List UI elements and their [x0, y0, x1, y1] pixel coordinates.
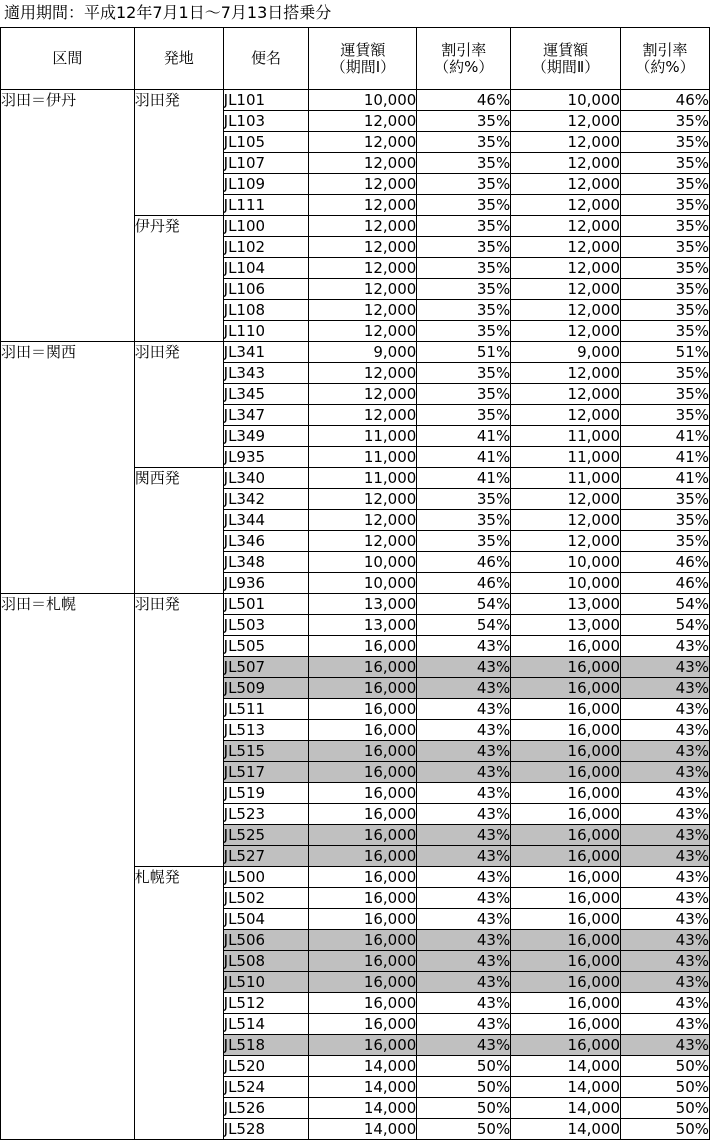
fare-period2-cell: 16,000 — [511, 720, 621, 741]
header-route-label: 区間 — [52, 49, 83, 67]
discount-period2-cell: 35% — [621, 279, 710, 300]
fare-period2-cell: 12,000 — [511, 363, 621, 384]
discount-period2-cell: 35% — [621, 174, 710, 195]
discount-period2-cell: 35% — [621, 216, 710, 237]
flight-number-cell: JL500 — [223, 867, 309, 888]
fare-table — [0, 27, 710, 1140]
discount-period1-cell: 43% — [417, 720, 511, 741]
discount-period2-cell: 54% — [621, 594, 710, 615]
discount-period1-cell: 54% — [417, 594, 511, 615]
fare-period1-cell: 12,000 — [309, 405, 417, 426]
table-body — [1, 90, 710, 1140]
fare-period2-cell: 12,000 — [511, 216, 621, 237]
fare-period2-cell: 16,000 — [511, 783, 621, 804]
flight-number-cell: JL505 — [223, 636, 309, 657]
table-header — [1, 28, 710, 90]
flight-number-cell: JL111 — [223, 195, 309, 216]
fare-period2-cell: 9,000 — [511, 342, 621, 363]
fare-period2-cell: 16,000 — [511, 993, 621, 1014]
discount-period2-cell: 43% — [621, 678, 710, 699]
discount-period2-cell: 43% — [621, 636, 710, 657]
discount-period1-cell: 35% — [417, 132, 511, 153]
discount-period2-cell: 35% — [621, 132, 710, 153]
fare-period2-cell: 12,000 — [511, 237, 621, 258]
flight-number-cell: JL105 — [223, 132, 309, 153]
header-origin-label: 発地 — [163, 49, 194, 67]
discount-period2-cell: 43% — [621, 741, 710, 762]
flight-number-cell: JL525 — [223, 825, 309, 846]
fare-period1-cell: 10,000 — [309, 552, 417, 573]
discount-period1-cell: 43% — [417, 846, 511, 867]
fare-period1-cell: 12,000 — [309, 510, 417, 531]
fare-period1-cell: 16,000 — [309, 636, 417, 657]
discount-period2-cell: 43% — [621, 657, 710, 678]
flight-number-cell: JL524 — [223, 1077, 309, 1098]
fare-period2-cell: 12,000 — [511, 531, 621, 552]
fare-period2-cell: 11,000 — [511, 468, 621, 489]
discount-period2-cell: 43% — [621, 699, 710, 720]
discount-period1-cell: 51% — [417, 342, 511, 363]
fare-period1-cell: 16,000 — [309, 741, 417, 762]
fare-period1-cell: 12,000 — [309, 258, 417, 279]
fare-period1-cell: 12,000 — [309, 321, 417, 342]
discount-period1-cell: 43% — [417, 699, 511, 720]
fare-period2-cell: 10,000 — [511, 552, 621, 573]
fare-period2-cell: 10,000 — [511, 90, 621, 111]
fare-period1-cell: 16,000 — [309, 1035, 417, 1056]
flight-number-cell: JL346 — [223, 531, 309, 552]
fare-period1-cell: 16,000 — [309, 657, 417, 678]
flight-number-cell: JL347 — [223, 405, 309, 426]
discount-period1-cell: 43% — [417, 1014, 511, 1035]
fare-period1-cell: 16,000 — [309, 951, 417, 972]
fare-period2-cell: 13,000 — [511, 594, 621, 615]
fare-period1-cell: 12,000 — [309, 279, 417, 300]
discount-period2-cell: 43% — [621, 1035, 710, 1056]
fare-period2-cell: 12,000 — [511, 321, 621, 342]
fare-period1-cell: 12,000 — [309, 153, 417, 174]
discount-period1-cell: 35% — [417, 321, 511, 342]
discount-period2-cell: 41% — [621, 447, 710, 468]
origin-cell: 羽田発 — [134, 90, 223, 216]
discount-period1-cell: 50% — [417, 1098, 511, 1119]
discount-period2-cell: 54% — [621, 615, 710, 636]
fare-period1-cell: 10,000 — [309, 90, 417, 111]
discount-period1-cell: 43% — [417, 867, 511, 888]
discount-period1-cell: 41% — [417, 447, 511, 468]
fare-period1-cell: 16,000 — [309, 909, 417, 930]
fare-period1-cell: 16,000 — [309, 888, 417, 909]
fare-period2-cell: 16,000 — [511, 951, 621, 972]
fare-period1-cell: 16,000 — [309, 972, 417, 993]
discount-period1-cell: 50% — [417, 1077, 511, 1098]
fare-period2-cell: 12,000 — [511, 195, 621, 216]
discount-period1-cell: 35% — [417, 279, 511, 300]
discount-period2-cell: 35% — [621, 258, 710, 279]
fare-period1-cell: 16,000 — [309, 762, 417, 783]
discount-period2-cell: 50% — [621, 1077, 710, 1098]
header-discount-period1 — [417, 28, 511, 90]
fare-period1-cell: 11,000 — [309, 447, 417, 468]
discount-period1-cell: 43% — [417, 951, 511, 972]
fare-period2-cell: 16,000 — [511, 972, 621, 993]
discount-period2-cell: 43% — [621, 720, 710, 741]
fare-period2-cell: 16,000 — [511, 930, 621, 951]
discount-period2-cell: 35% — [621, 195, 710, 216]
fare-period1-cell: 12,000 — [309, 174, 417, 195]
discount-period1-cell: 43% — [417, 972, 511, 993]
fare-period2-cell: 12,000 — [511, 258, 621, 279]
fare-period2-cell: 12,000 — [511, 405, 621, 426]
flight-number-cell: JL936 — [223, 573, 309, 594]
flight-number-cell: JL506 — [223, 930, 309, 951]
discount-period2-cell: 35% — [621, 384, 710, 405]
fare-period2-cell: 16,000 — [511, 1035, 621, 1056]
flight-number-cell: JL511 — [223, 699, 309, 720]
fare-period2-cell: 16,000 — [511, 1014, 621, 1035]
discount-period2-cell: 35% — [621, 489, 710, 510]
fare-period2-cell: 12,000 — [511, 510, 621, 531]
fare-period1-cell: 12,000 — [309, 489, 417, 510]
flight-number-cell: JL507 — [223, 657, 309, 678]
fare-period2-cell: 11,000 — [511, 426, 621, 447]
flight-number-cell: JL107 — [223, 153, 309, 174]
discount-period1-cell: 43% — [417, 762, 511, 783]
fare-period1-cell: 16,000 — [309, 930, 417, 951]
fare-period1-cell: 12,000 — [309, 237, 417, 258]
flight-number-cell: JL513 — [223, 720, 309, 741]
header-discount-period1-line2: （約%） — [434, 57, 494, 76]
discount-period1-cell: 35% — [417, 237, 511, 258]
flight-number-cell: JL519 — [223, 783, 309, 804]
fare-period1-cell: 12,000 — [309, 132, 417, 153]
fare-period2-cell: 16,000 — [511, 825, 621, 846]
route-cell: 羽田＝伊丹 — [1, 90, 135, 342]
fare-period1-cell: 11,000 — [309, 426, 417, 447]
fare-period1-cell: 13,000 — [309, 594, 417, 615]
discount-period2-cell: 41% — [621, 426, 710, 447]
header-fare-period2-line2: （期間Ⅱ） — [531, 57, 600, 76]
fare-period2-cell: 14,000 — [511, 1119, 621, 1140]
fare-period2-cell: 16,000 — [511, 867, 621, 888]
flight-number-cell: JL512 — [223, 993, 309, 1014]
discount-period1-cell: 46% — [417, 552, 511, 573]
discount-period1-cell: 43% — [417, 993, 511, 1014]
flight-number-cell: JL503 — [223, 615, 309, 636]
flight-number-cell: JL106 — [223, 279, 309, 300]
discount-period2-cell: 50% — [621, 1119, 710, 1140]
discount-period1-cell: 54% — [417, 615, 511, 636]
discount-period2-cell: 41% — [621, 468, 710, 489]
fare-period1-cell: 16,000 — [309, 699, 417, 720]
fare-period2-cell: 13,000 — [511, 615, 621, 636]
discount-period1-cell: 35% — [417, 195, 511, 216]
discount-period1-cell: 35% — [417, 153, 511, 174]
discount-period1-cell: 35% — [417, 384, 511, 405]
flight-number-cell: JL501 — [223, 594, 309, 615]
flight-number-cell: JL108 — [223, 300, 309, 321]
flight-number-cell: JL103 — [223, 111, 309, 132]
fare-period1-cell: 16,000 — [309, 1014, 417, 1035]
fare-period1-cell: 12,000 — [309, 531, 417, 552]
header-flight-label: 便名 — [251, 49, 282, 67]
fare-period1-cell: 16,000 — [309, 804, 417, 825]
discount-period2-cell: 43% — [621, 762, 710, 783]
fare-period2-cell: 16,000 — [511, 741, 621, 762]
flight-number-cell: JL340 — [223, 468, 309, 489]
flight-number-cell: JL508 — [223, 951, 309, 972]
discount-period1-cell: 43% — [417, 636, 511, 657]
discount-period1-cell: 35% — [417, 405, 511, 426]
discount-period2-cell: 43% — [621, 951, 710, 972]
discount-period1-cell: 35% — [417, 300, 511, 321]
discount-period2-cell: 46% — [621, 90, 710, 111]
header-fare-period1-line2: （期間Ⅰ） — [330, 57, 396, 76]
fare-period1-cell: 14,000 — [309, 1119, 417, 1140]
fare-period2-cell: 16,000 — [511, 909, 621, 930]
flight-number-cell: JL509 — [223, 678, 309, 699]
header-fare-period1 — [309, 28, 417, 90]
origin-cell: 羽田発 — [134, 594, 223, 867]
discount-period1-cell: 50% — [417, 1056, 511, 1077]
flight-number-cell: JL523 — [223, 804, 309, 825]
fare-period2-cell: 12,000 — [511, 153, 621, 174]
discount-period2-cell: 43% — [621, 783, 710, 804]
flight-number-cell: JL515 — [223, 741, 309, 762]
discount-period2-cell: 46% — [621, 573, 710, 594]
fare-period2-cell: 11,000 — [511, 447, 621, 468]
fare-period1-cell: 14,000 — [309, 1077, 417, 1098]
discount-period1-cell: 35% — [417, 111, 511, 132]
flight-number-cell: JL502 — [223, 888, 309, 909]
flight-number-cell: JL510 — [223, 972, 309, 993]
discount-period2-cell: 43% — [621, 888, 710, 909]
discount-period2-cell: 35% — [621, 111, 710, 132]
fare-period1-cell: 10,000 — [309, 573, 417, 594]
header-flight — [223, 28, 309, 90]
discount-period2-cell: 35% — [621, 153, 710, 174]
fare-period2-cell: 16,000 — [511, 657, 621, 678]
fare-period1-cell: 13,000 — [309, 615, 417, 636]
discount-period2-cell: 43% — [621, 846, 710, 867]
discount-period1-cell: 35% — [417, 363, 511, 384]
flight-number-cell: JL518 — [223, 1035, 309, 1056]
fare-period1-cell: 14,000 — [309, 1098, 417, 1119]
discount-period1-cell: 43% — [417, 888, 511, 909]
discount-period2-cell: 50% — [621, 1098, 710, 1119]
header-discount-period2-line2: （約%） — [635, 57, 695, 76]
header-fare-period2 — [511, 28, 621, 90]
fare-period1-cell: 12,000 — [309, 300, 417, 321]
discount-period2-cell: 43% — [621, 804, 710, 825]
fare-period2-cell: 12,000 — [511, 174, 621, 195]
flight-number-cell: JL101 — [223, 90, 309, 111]
discount-period1-cell: 43% — [417, 1035, 511, 1056]
fare-period2-cell: 12,000 — [511, 279, 621, 300]
fare-period1-cell: 16,000 — [309, 678, 417, 699]
fare-period2-cell: 16,000 — [511, 699, 621, 720]
fare-period1-cell: 11,000 — [309, 468, 417, 489]
fare-period2-cell: 12,000 — [511, 111, 621, 132]
fare-period2-cell: 12,000 — [511, 132, 621, 153]
discount-period2-cell: 46% — [621, 552, 710, 573]
flight-number-cell: JL526 — [223, 1098, 309, 1119]
flight-number-cell: JL514 — [223, 1014, 309, 1035]
fare-period1-cell: 14,000 — [309, 1056, 417, 1077]
header-route — [1, 28, 135, 90]
flight-number-cell: JL342 — [223, 489, 309, 510]
fare-period2-cell: 16,000 — [511, 804, 621, 825]
discount-period1-cell: 46% — [417, 573, 511, 594]
fare-period2-cell: 16,000 — [511, 888, 621, 909]
flight-number-cell: JL100 — [223, 216, 309, 237]
flight-number-cell: JL504 — [223, 909, 309, 930]
discount-period2-cell: 43% — [621, 972, 710, 993]
discount-period2-cell: 35% — [621, 237, 710, 258]
discount-period2-cell: 43% — [621, 1014, 710, 1035]
discount-period2-cell: 50% — [621, 1056, 710, 1077]
fare-period2-cell: 12,000 — [511, 300, 621, 321]
fare-period1-cell: 16,000 — [309, 720, 417, 741]
discount-period1-cell: 35% — [417, 174, 511, 195]
flight-number-cell: JL345 — [223, 384, 309, 405]
fare-period2-cell: 16,000 — [511, 762, 621, 783]
fare-period1-cell: 9,000 — [309, 342, 417, 363]
discount-period2-cell: 43% — [621, 930, 710, 951]
discount-period2-cell: 35% — [621, 363, 710, 384]
discount-period1-cell: 35% — [417, 489, 511, 510]
header-discount-period1-line1: 割引率 — [441, 40, 487, 59]
fare-period2-cell: 16,000 — [511, 636, 621, 657]
table-row — [1, 342, 710, 363]
discount-period2-cell: 43% — [621, 867, 710, 888]
flight-number-cell: JL527 — [223, 846, 309, 867]
flight-number-cell: JL344 — [223, 510, 309, 531]
header-fare-period1-line1: 運賃額 — [340, 40, 386, 59]
flight-number-cell: JL935 — [223, 447, 309, 468]
fare-period1-cell: 12,000 — [309, 216, 417, 237]
flight-number-cell: JL528 — [223, 1119, 309, 1140]
discount-period2-cell: 35% — [621, 531, 710, 552]
discount-period2-cell: 43% — [621, 993, 710, 1014]
flight-number-cell: JL517 — [223, 762, 309, 783]
fare-period1-cell: 12,000 — [309, 195, 417, 216]
fare-period1-cell: 12,000 — [309, 111, 417, 132]
flight-number-cell: JL109 — [223, 174, 309, 195]
fare-period2-cell: 12,000 — [511, 489, 621, 510]
origin-cell: 伊丹発 — [134, 216, 223, 342]
discount-period1-cell: 43% — [417, 657, 511, 678]
fare-period1-cell: 16,000 — [309, 993, 417, 1014]
fare-period1-cell: 16,000 — [309, 867, 417, 888]
fare-period2-cell: 16,000 — [511, 846, 621, 867]
flight-number-cell: JL110 — [223, 321, 309, 342]
discount-period2-cell: 35% — [621, 321, 710, 342]
discount-period1-cell: 35% — [417, 510, 511, 531]
discount-period1-cell: 35% — [417, 258, 511, 279]
route-cell: 羽田＝札幌 — [1, 594, 135, 1140]
discount-period1-cell: 41% — [417, 426, 511, 447]
discount-period1-cell: 43% — [417, 804, 511, 825]
table-row — [1, 90, 710, 111]
flight-number-cell: JL341 — [223, 342, 309, 363]
discount-period1-cell: 43% — [417, 678, 511, 699]
fare-period1-cell: 12,000 — [309, 384, 417, 405]
discount-period2-cell: 43% — [621, 909, 710, 930]
flight-number-cell: JL102 — [223, 237, 309, 258]
discount-period1-cell: 43% — [417, 909, 511, 930]
origin-cell: 札幌発 — [134, 867, 223, 1140]
discount-period1-cell: 46% — [417, 90, 511, 111]
header-fare-period2-line1: 運賃額 — [543, 40, 589, 59]
discount-period1-cell: 50% — [417, 1119, 511, 1140]
origin-cell: 羽田発 — [134, 342, 223, 468]
fare-period2-cell: 12,000 — [511, 384, 621, 405]
flight-number-cell: JL104 — [223, 258, 309, 279]
table-row — [1, 594, 710, 615]
flight-number-cell: JL348 — [223, 552, 309, 573]
discount-period1-cell: 43% — [417, 825, 511, 846]
discount-period2-cell: 35% — [621, 405, 710, 426]
header-row — [1, 28, 710, 90]
discount-period1-cell: 35% — [417, 216, 511, 237]
route-cell: 羽田＝関西 — [1, 342, 135, 594]
flight-number-cell: JL520 — [223, 1056, 309, 1077]
period-caption: 適用期間：平成12年7月1日～7月13日搭乗分 — [4, 3, 332, 22]
flight-number-cell: JL349 — [223, 426, 309, 447]
header-discount-period2-line1: 割引率 — [642, 40, 688, 59]
discount-period2-cell: 35% — [621, 300, 710, 321]
origin-cell: 関西発 — [134, 468, 223, 594]
flight-number-cell: JL343 — [223, 363, 309, 384]
fare-period1-cell: 16,000 — [309, 783, 417, 804]
discount-period1-cell: 41% — [417, 468, 511, 489]
fare-period1-cell: 12,000 — [309, 363, 417, 384]
discount-period1-cell: 43% — [417, 930, 511, 951]
fare-period2-cell: 14,000 — [511, 1056, 621, 1077]
fare-period2-cell: 10,000 — [511, 573, 621, 594]
fare-period2-cell: 14,000 — [511, 1098, 621, 1119]
discount-period2-cell: 43% — [621, 825, 710, 846]
fare-period1-cell: 16,000 — [309, 825, 417, 846]
fare-period1-cell: 16,000 — [309, 846, 417, 867]
discount-period1-cell: 35% — [417, 531, 511, 552]
discount-period2-cell: 51% — [621, 342, 710, 363]
header-origin — [134, 28, 223, 90]
discount-period1-cell: 43% — [417, 783, 511, 804]
discount-period2-cell: 35% — [621, 510, 710, 531]
header-discount-period2 — [621, 28, 710, 90]
discount-period1-cell: 43% — [417, 741, 511, 762]
fare-period2-cell: 16,000 — [511, 678, 621, 699]
fare-period2-cell: 14,000 — [511, 1077, 621, 1098]
